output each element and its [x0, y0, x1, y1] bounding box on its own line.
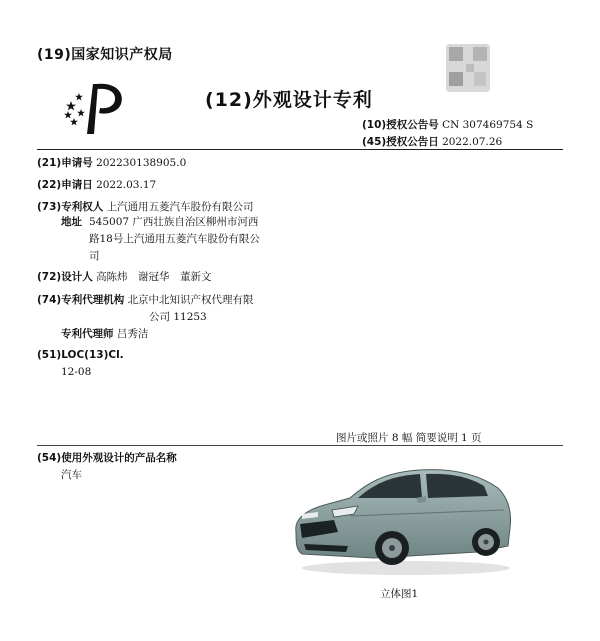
product-name-label: (54)使用外观设计的产品名称 [37, 452, 177, 464]
pub-date: (45)授权公告日 2022.07.26 [362, 136, 503, 148]
patent-agent: 专利代理师 吕秀洁 [61, 328, 149, 340]
designers: (72)设计人 高陈炜 谢冠华 董新文 [37, 271, 212, 283]
application-date: (22)申请日 2022.03.17 [37, 179, 157, 191]
section-rule [37, 445, 563, 446]
document-type-title: (12)外观设计专利 [205, 89, 373, 111]
address-label: 地址 [61, 216, 82, 228]
figure-caption: 立体图1 [380, 588, 419, 600]
patentee: (73)专利权人 上汽通用五菱汽车股份有限公司 [37, 201, 254, 213]
agency-line-2: 公司 11253 [149, 311, 207, 323]
header-rule [37, 149, 563, 150]
address-line-3: 司 [89, 250, 100, 262]
application-number: (21)申请号 202230138905.0 [37, 157, 187, 169]
address-line-2: 路18号上汽通用五菱汽车股份有限公 [89, 233, 260, 245]
agency: (74)专利代理机构 北京中北知识产权代理有限 [37, 294, 254, 306]
car-perspective-figure [288, 462, 514, 580]
loc-classification-label: (51)LOC(13)Cl. [37, 349, 124, 361]
office-name: (19)国家知识产权局 [37, 47, 173, 63]
cnipa-emblem-icon [63, 78, 125, 136]
pages-note: 图片或照片 8 幅 简要说明 1 页 [336, 432, 482, 444]
pub-number: (10)授权公告号 CN 307469754 S [362, 119, 534, 131]
blurred-qr-code-icon [446, 44, 490, 92]
product-name: 汽车 [61, 469, 82, 481]
address-line-1: 545007 广西壮族自治区柳州市河西 [89, 216, 259, 228]
loc-classification-value: 12-08 [61, 366, 92, 378]
